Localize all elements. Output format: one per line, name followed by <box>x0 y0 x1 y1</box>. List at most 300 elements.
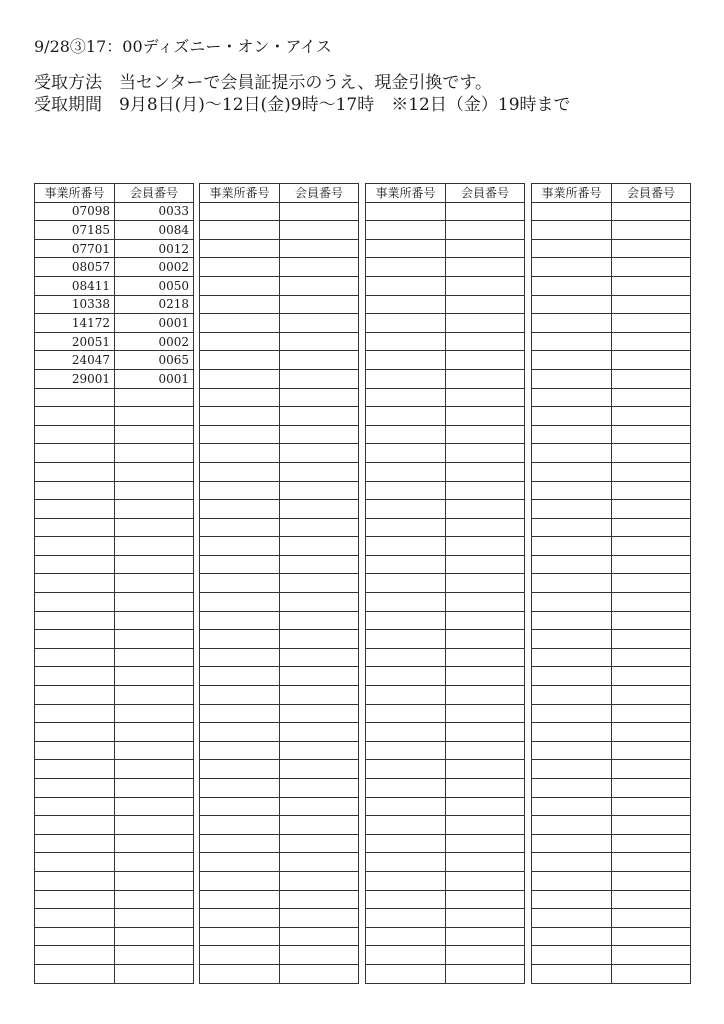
member-number-cell <box>280 816 359 835</box>
member-number-cell <box>612 667 691 686</box>
member-number-cell <box>115 555 194 574</box>
office-number-cell <box>366 295 446 314</box>
table-row <box>366 686 525 705</box>
office-number-cell <box>200 797 280 816</box>
table-row <box>366 221 525 240</box>
table-row <box>532 704 691 723</box>
member-number-cell <box>612 927 691 946</box>
member-number-cell <box>446 351 525 370</box>
table-row <box>200 871 359 890</box>
member-number-cell <box>280 593 359 612</box>
member-number-cell: 0012 <box>115 239 194 258</box>
member-number-cell <box>115 630 194 649</box>
office-number-cell <box>532 871 612 890</box>
member-number-cell <box>612 593 691 612</box>
member-number-cell <box>115 518 194 537</box>
member-number-cell <box>115 964 194 983</box>
table-row <box>200 202 359 221</box>
office-number-cell <box>532 760 612 779</box>
office-number-cell <box>532 723 612 742</box>
member-number-cell <box>612 871 691 890</box>
member-number-cell <box>280 834 359 853</box>
table-row <box>35 946 194 965</box>
table-row <box>532 853 691 872</box>
office-number-cell <box>35 909 115 928</box>
member-number-cell <box>446 927 525 946</box>
member-number-cell <box>446 946 525 965</box>
office-number-cell <box>366 890 446 909</box>
member-number-cell <box>612 611 691 630</box>
office-number-cell <box>532 853 612 872</box>
member-number-cell <box>446 909 525 928</box>
member-number-cell <box>446 462 525 481</box>
office-number-cell <box>200 239 280 258</box>
member-number-cell <box>280 407 359 426</box>
table-row <box>200 890 359 909</box>
office-number-header: 事業所番号 <box>200 184 280 203</box>
office-number-cell <box>200 221 280 240</box>
member-number-cell <box>446 667 525 686</box>
member-number-cell <box>446 834 525 853</box>
office-number-cell <box>532 239 612 258</box>
table-row <box>200 741 359 760</box>
member-number-cell <box>612 760 691 779</box>
member-number-cell <box>612 890 691 909</box>
table-row <box>366 723 525 742</box>
member-number-cell <box>115 593 194 612</box>
member-number-cell <box>446 816 525 835</box>
office-number-cell <box>532 258 612 277</box>
table-row <box>366 518 525 537</box>
table-row <box>200 221 359 240</box>
table-row <box>200 276 359 295</box>
member-number-cell <box>115 909 194 928</box>
member-number-cell <box>446 704 525 723</box>
office-number-cell <box>532 630 612 649</box>
office-number-cell <box>35 704 115 723</box>
table-row <box>366 351 525 370</box>
member-number-cell <box>446 723 525 742</box>
member-number-cell <box>446 388 525 407</box>
office-number-cell <box>200 388 280 407</box>
member-number-cell <box>280 686 359 705</box>
office-number-cell <box>366 927 446 946</box>
table-row <box>35 964 194 983</box>
office-number-cell <box>200 686 280 705</box>
member-number-cell <box>280 332 359 351</box>
office-number-cell <box>366 221 446 240</box>
office-number-cell <box>532 741 612 760</box>
member-number-cell <box>446 444 525 463</box>
table-row <box>200 760 359 779</box>
member-number-cell: 0033 <box>115 202 194 221</box>
office-number-cell <box>366 816 446 835</box>
office-number-cell <box>200 667 280 686</box>
member-number-cell <box>612 574 691 593</box>
table-row <box>532 593 691 612</box>
member-number-cell <box>612 369 691 388</box>
member-number-cell <box>115 648 194 667</box>
office-number-cell <box>200 202 280 221</box>
office-number-cell <box>35 407 115 426</box>
table-row <box>200 351 359 370</box>
member-number-cell <box>280 667 359 686</box>
office-number-cell <box>200 258 280 277</box>
office-number-cell <box>532 202 612 221</box>
member-table-4 <box>531 183 691 984</box>
office-number-cell <box>366 648 446 667</box>
member-number-cell: 0218 <box>115 295 194 314</box>
table-row <box>35 407 194 426</box>
office-number-cell <box>366 760 446 779</box>
table-row <box>366 853 525 872</box>
office-number-cell <box>532 555 612 574</box>
member-number-cell <box>446 332 525 351</box>
office-number-header: 事業所番号 <box>35 184 115 203</box>
member-number-cell <box>280 369 359 388</box>
table-row <box>200 611 359 630</box>
office-number-cell: 14172 <box>35 314 115 333</box>
member-number-cell <box>446 239 525 258</box>
member-number-cell <box>280 258 359 277</box>
table-row <box>366 946 525 965</box>
table-row <box>532 630 691 649</box>
office-number-cell <box>532 537 612 556</box>
office-number-cell <box>532 276 612 295</box>
office-number-cell <box>366 853 446 872</box>
member-number-cell <box>115 425 194 444</box>
table-row <box>35 462 194 481</box>
office-number-cell <box>366 537 446 556</box>
office-number-cell <box>532 425 612 444</box>
office-number-cell <box>35 834 115 853</box>
office-number-cell <box>35 741 115 760</box>
table-row <box>200 518 359 537</box>
office-number-cell <box>532 816 612 835</box>
office-number-cell <box>200 890 280 909</box>
office-number-cell <box>532 927 612 946</box>
member-number-cell <box>612 964 691 983</box>
member-number-cell <box>115 667 194 686</box>
member-number-cell <box>115 462 194 481</box>
table-row <box>532 500 691 519</box>
office-number-cell <box>35 630 115 649</box>
table-row <box>200 574 359 593</box>
office-number-cell <box>532 518 612 537</box>
office-number-cell <box>532 462 612 481</box>
table-row <box>532 834 691 853</box>
member-number-header: 会員番号 <box>280 184 359 203</box>
table-row <box>366 871 525 890</box>
table-row <box>366 295 525 314</box>
office-number-cell <box>532 964 612 983</box>
office-number-cell <box>532 574 612 593</box>
table-row <box>366 593 525 612</box>
table-row <box>366 537 525 556</box>
office-number-cell <box>532 704 612 723</box>
member-number-cell <box>115 797 194 816</box>
member-number-cell <box>446 295 525 314</box>
table-row <box>366 890 525 909</box>
office-number-cell <box>35 518 115 537</box>
table-row <box>200 797 359 816</box>
member-number-cell <box>446 686 525 705</box>
table-row <box>35 611 194 630</box>
member-number-cell: 0050 <box>115 276 194 295</box>
table-row <box>532 686 691 705</box>
office-number-cell <box>35 964 115 983</box>
office-number-cell <box>200 909 280 928</box>
member-number-cell <box>280 946 359 965</box>
office-number-cell <box>366 723 446 742</box>
table-row <box>366 834 525 853</box>
office-number-cell <box>200 574 280 593</box>
member-number-cell <box>612 481 691 500</box>
member-number-cell <box>115 723 194 742</box>
office-number-cell <box>200 779 280 798</box>
office-number-cell <box>200 369 280 388</box>
office-number-cell <box>532 611 612 630</box>
office-number-cell <box>200 500 280 519</box>
office-number-cell <box>200 723 280 742</box>
member-number-cell <box>446 853 525 872</box>
member-number-cell: 0001 <box>115 369 194 388</box>
office-number-cell <box>532 221 612 240</box>
member-number-cell <box>446 369 525 388</box>
table-row <box>35 481 194 500</box>
table-row <box>532 797 691 816</box>
table-row <box>532 221 691 240</box>
table-row <box>200 369 359 388</box>
member-number-cell <box>280 481 359 500</box>
office-number-cell <box>532 314 612 333</box>
office-number-header: 事業所番号 <box>366 184 446 203</box>
office-number-cell <box>200 276 280 295</box>
table-row <box>35 890 194 909</box>
table-row <box>532 760 691 779</box>
member-number-cell <box>446 964 525 983</box>
table-row <box>532 611 691 630</box>
office-number-cell <box>35 816 115 835</box>
table-row <box>200 555 359 574</box>
table-row <box>532 667 691 686</box>
member-number-cell <box>612 239 691 258</box>
member-number-cell <box>280 760 359 779</box>
member-number-cell <box>280 927 359 946</box>
office-number-cell <box>35 760 115 779</box>
pickup-method: 受取方法 当センターで会員証提示のうえ、現金引換です。 <box>34 73 492 93</box>
member-number-cell <box>280 444 359 463</box>
table-row <box>366 462 525 481</box>
office-number-cell <box>366 741 446 760</box>
member-number-cell <box>280 295 359 314</box>
member-number-cell <box>115 574 194 593</box>
member-number-cell <box>280 239 359 258</box>
office-number-cell <box>532 388 612 407</box>
member-number-cell <box>612 834 691 853</box>
office-number-cell <box>35 648 115 667</box>
office-number-header: 事業所番号 <box>532 184 612 203</box>
table-row <box>200 314 359 333</box>
page-title: 9/28③17：00ディズニー・オン・アイス <box>34 37 332 56</box>
member-number-cell <box>612 816 691 835</box>
member-number-cell <box>115 537 194 556</box>
table-row <box>35 425 194 444</box>
office-number-cell <box>366 407 446 426</box>
table-row <box>532 202 691 221</box>
office-number-cell: 07098 <box>35 202 115 221</box>
member-number-cell <box>280 314 359 333</box>
member-number-cell <box>446 871 525 890</box>
member-number-cell <box>280 853 359 872</box>
member-number-cell <box>280 351 359 370</box>
table-row <box>532 871 691 890</box>
office-number-cell <box>200 555 280 574</box>
office-number-cell <box>200 704 280 723</box>
table-row <box>200 444 359 463</box>
table-row <box>366 816 525 835</box>
member-number-cell <box>446 648 525 667</box>
table-row <box>366 779 525 798</box>
office-number-cell <box>200 593 280 612</box>
table-row <box>366 258 525 277</box>
table-row <box>532 425 691 444</box>
member-number-cell <box>115 704 194 723</box>
member-number-cell <box>446 276 525 295</box>
table-row <box>532 351 691 370</box>
table-row <box>532 574 691 593</box>
member-number-cell <box>612 704 691 723</box>
office-number-cell <box>366 834 446 853</box>
office-number-cell: 10338 <box>35 295 115 314</box>
table-row <box>35 667 194 686</box>
member-number-cell <box>115 444 194 463</box>
table-row <box>200 258 359 277</box>
table-row <box>366 332 525 351</box>
member-number-cell <box>280 462 359 481</box>
table-row <box>532 518 691 537</box>
office-number-cell <box>366 611 446 630</box>
member-number-cell <box>612 686 691 705</box>
member-number-cell <box>446 314 525 333</box>
table-row <box>200 648 359 667</box>
member-number-cell <box>115 816 194 835</box>
table-row <box>35 927 194 946</box>
table-row <box>35 816 194 835</box>
office-number-cell <box>35 555 115 574</box>
office-number-cell: 20051 <box>35 332 115 351</box>
table-row <box>35 202 194 221</box>
table-row <box>35 332 194 351</box>
member-number-cell <box>612 295 691 314</box>
table-row <box>35 723 194 742</box>
table-row <box>35 388 194 407</box>
member-number-cell: 0002 <box>115 258 194 277</box>
table-row <box>532 927 691 946</box>
table-row <box>35 258 194 277</box>
table-row <box>532 481 691 500</box>
member-number-cell <box>446 574 525 593</box>
member-number-cell <box>612 425 691 444</box>
office-number-cell <box>366 351 446 370</box>
office-number-cell <box>200 518 280 537</box>
table-row <box>35 537 194 556</box>
office-number-cell <box>200 314 280 333</box>
office-number-cell <box>35 946 115 965</box>
member-number-cell <box>612 332 691 351</box>
table-row <box>200 500 359 519</box>
office-number-cell <box>532 407 612 426</box>
office-number-cell <box>35 425 115 444</box>
table-row <box>366 369 525 388</box>
office-number-cell <box>200 351 280 370</box>
table-row <box>366 314 525 333</box>
office-number-cell <box>532 667 612 686</box>
office-number-cell <box>366 462 446 481</box>
office-number-cell <box>200 871 280 890</box>
table-row <box>366 239 525 258</box>
office-number-cell <box>366 686 446 705</box>
office-number-cell <box>366 425 446 444</box>
member-number-cell <box>280 202 359 221</box>
member-number-cell <box>612 779 691 798</box>
member-table-1 <box>34 183 194 984</box>
member-number-cell: 0065 <box>115 351 194 370</box>
table-row <box>366 667 525 686</box>
office-number-cell <box>366 500 446 519</box>
office-number-cell <box>366 797 446 816</box>
member-number-cell <box>280 648 359 667</box>
office-number-cell <box>366 481 446 500</box>
member-number-cell <box>446 890 525 909</box>
member-number-header: 会員番号 <box>446 184 525 203</box>
table-row <box>35 741 194 760</box>
table-row <box>200 239 359 258</box>
table-row <box>532 555 691 574</box>
table-row <box>532 909 691 928</box>
member-number-cell <box>612 723 691 742</box>
table-row <box>200 927 359 946</box>
member-number-cell <box>280 909 359 928</box>
table-row <box>366 630 525 649</box>
table-row <box>366 481 525 500</box>
table-row <box>35 630 194 649</box>
table-row <box>366 611 525 630</box>
table-row <box>200 388 359 407</box>
office-number-cell <box>532 351 612 370</box>
office-number-cell <box>35 723 115 742</box>
office-number-cell <box>200 946 280 965</box>
member-number-cell <box>612 462 691 481</box>
table-row <box>35 760 194 779</box>
table-row <box>35 518 194 537</box>
office-number-cell <box>532 481 612 500</box>
office-number-cell <box>200 760 280 779</box>
table-row <box>366 407 525 426</box>
member-number-cell <box>612 537 691 556</box>
table-row <box>35 369 194 388</box>
table-row <box>35 779 194 798</box>
office-number-cell <box>35 593 115 612</box>
office-number-cell <box>200 462 280 481</box>
member-number-cell <box>446 258 525 277</box>
member-number-cell <box>280 500 359 519</box>
table-row <box>35 853 194 872</box>
member-number-cell <box>280 871 359 890</box>
member-number-cell <box>280 630 359 649</box>
table-row <box>35 593 194 612</box>
member-number-cell <box>115 946 194 965</box>
